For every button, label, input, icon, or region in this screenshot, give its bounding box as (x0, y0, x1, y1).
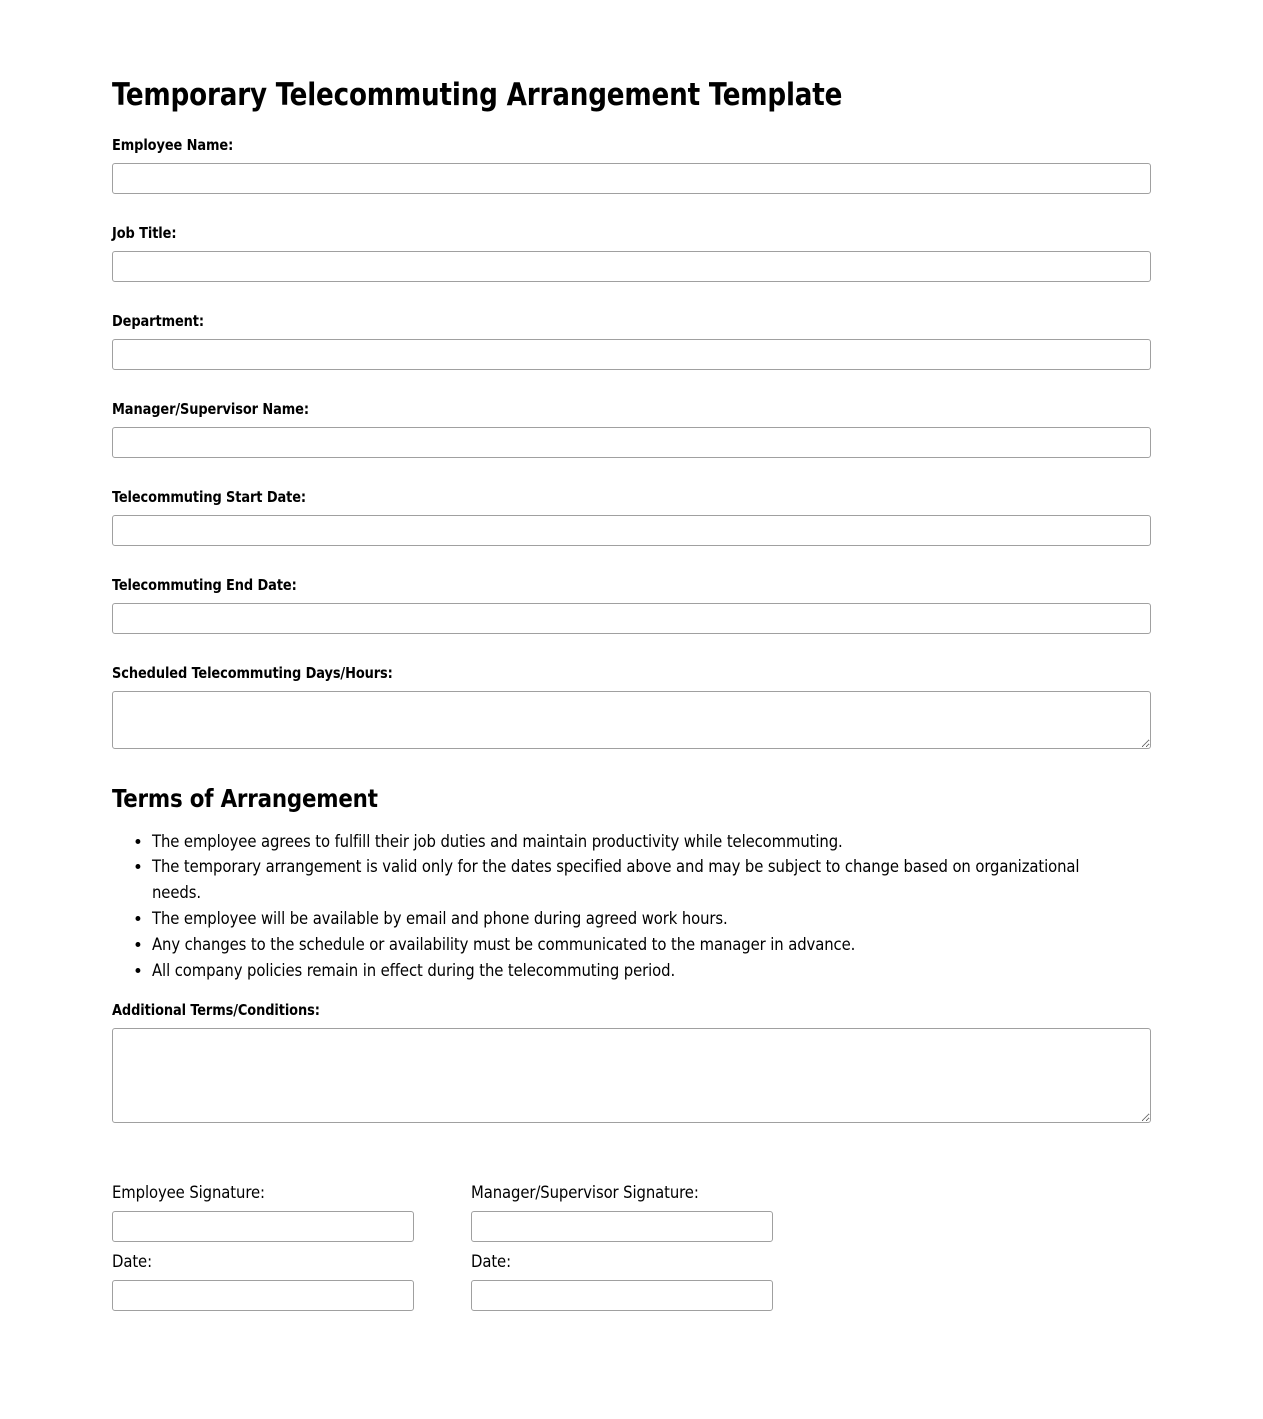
manager-date-label: Date: (471, 1252, 511, 1272)
field-employee-name (112, 136, 1151, 194)
manager-name-input[interactable] (112, 427, 1151, 458)
field-end-date (112, 576, 1151, 634)
signature-section (112, 1183, 1151, 1322)
employee-date-label: Date: (112, 1252, 152, 1272)
manager-signature-label: Manager/Supervisor Signature: (471, 1182, 699, 1203)
list-item: • All company policies remain in effect during the telecommuting period. (152, 959, 1121, 985)
employee-signature-label: Employee Signature: (112, 1182, 265, 1203)
employee-signature-input[interactable] (112, 1211, 414, 1242)
end-date-input[interactable] (112, 603, 1151, 634)
field-label-job-title: Job Title: (112, 223, 177, 242)
list-item: • Any changes to the schedule or availability must be communicated to the manager in advance. (152, 933, 1121, 959)
field-label-manager-name: Manager/Supervisor Name: (112, 399, 309, 418)
scheduled-days-hours-textarea[interactable] (112, 691, 1151, 749)
manager-date-input[interactable] (471, 1280, 773, 1311)
manager-signature-column (471, 1183, 773, 1322)
manager-signature-input[interactable] (471, 1211, 773, 1242)
employee-date-input[interactable] (112, 1280, 414, 1311)
page-title: Temporary Telecommuting Arrangement Template (112, 77, 843, 113)
employee-name-input[interactable] (112, 163, 1151, 194)
list-item: • The temporary arrangement is valid only for the dates specified above and may be subject to change based on organizational needs. (152, 855, 1121, 907)
field-label-department: Department: (112, 311, 204, 330)
field-label-scheduled-days-hours: Scheduled Telecommuting Days/Hours: (112, 663, 393, 682)
terms-heading: Terms of Arrangement (112, 783, 378, 813)
additional-terms-textarea[interactable] (112, 1028, 1151, 1123)
employee-signature-column (112, 1183, 414, 1322)
field-scheduled-days-hours (112, 664, 1151, 749)
field-label-end-date: Telecommuting End Date: (112, 575, 297, 594)
field-label-employee-name: Employee Name: (112, 135, 234, 154)
list-item: • The employee agrees to fulfill their job duties and maintain productivity while telecommuting. (152, 830, 1121, 856)
field-job-title (112, 224, 1151, 282)
terms-list (112, 830, 1151, 985)
field-manager-name (112, 400, 1151, 458)
start-date-input[interactable] (112, 515, 1151, 546)
field-start-date (112, 488, 1151, 546)
job-title-input[interactable] (112, 251, 1151, 282)
field-label-start-date: Telecommuting Start Date: (112, 487, 307, 506)
field-label-additional-terms: Additional Terms/Conditions: (112, 1000, 320, 1019)
list-item: • The employee will be available by email and phone during agreed work hours. (152, 907, 1121, 933)
field-department (112, 312, 1151, 370)
field-additional-terms (112, 1001, 1151, 1123)
document-content (112, 78, 1151, 1321)
department-input[interactable] (112, 339, 1151, 370)
